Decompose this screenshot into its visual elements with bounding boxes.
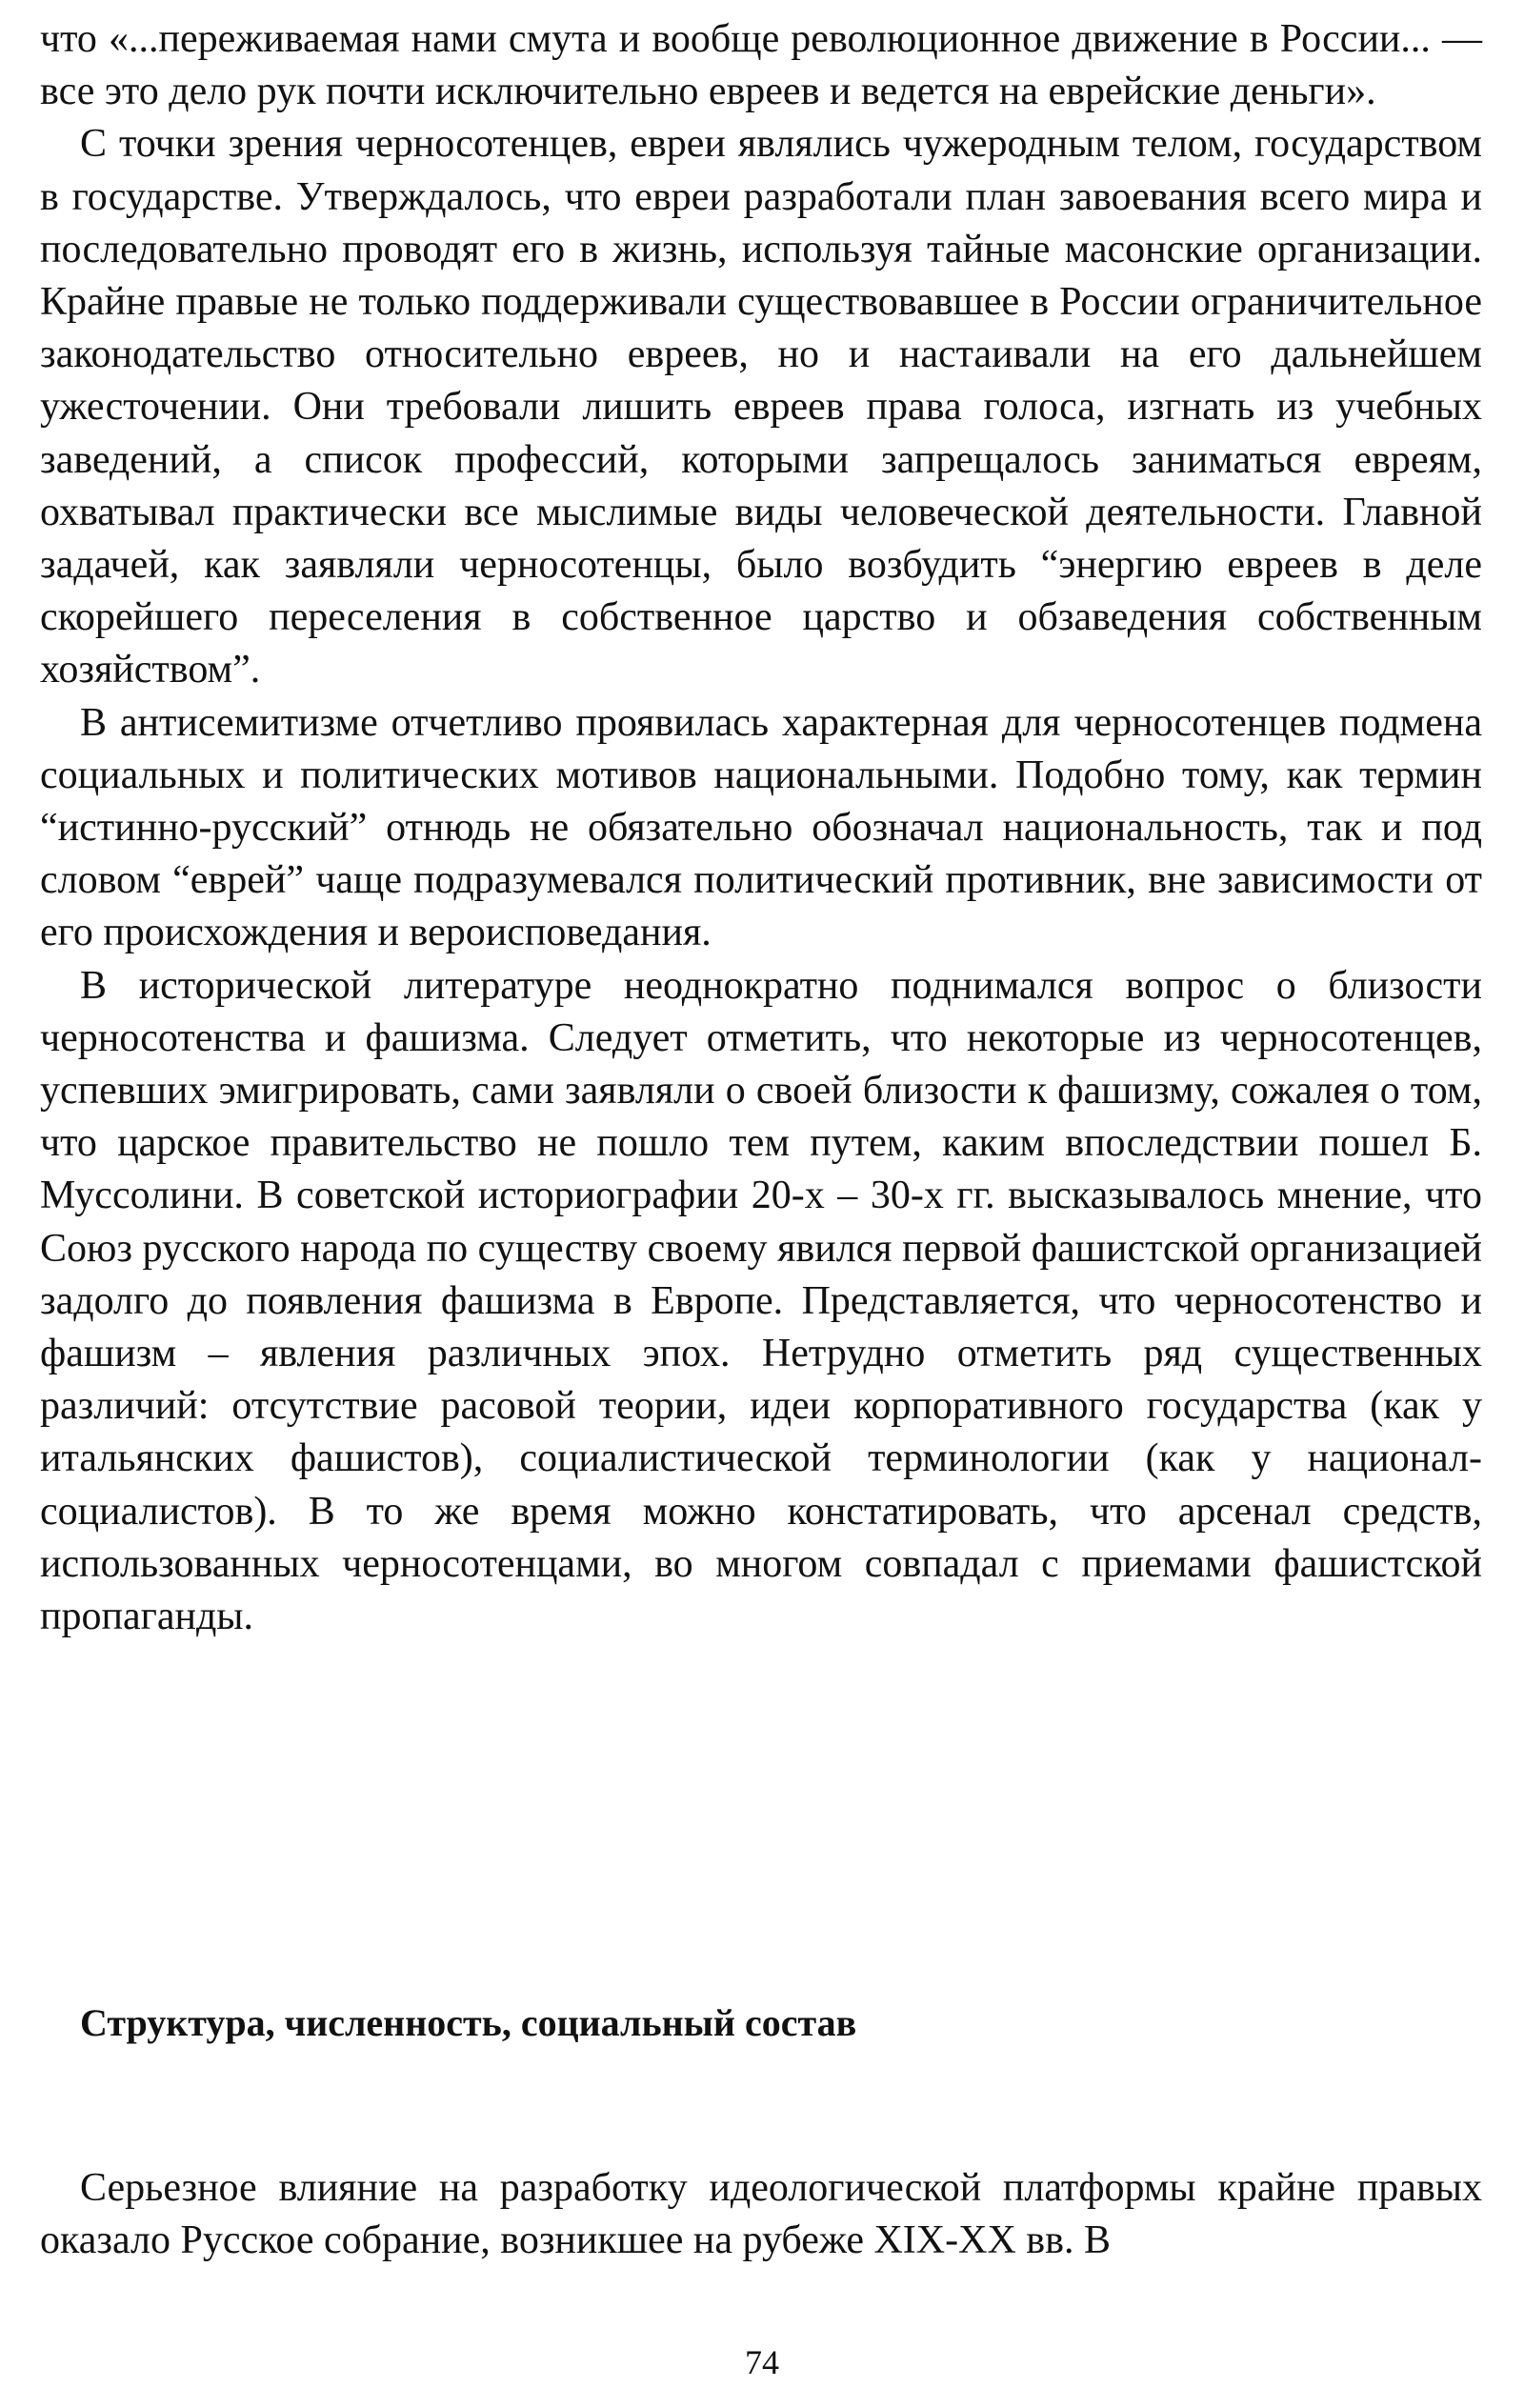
- page-number: 74: [745, 2343, 779, 2381]
- section-heading: Структура, численность, социальный состав: [80, 2001, 857, 2044]
- paragraph: В исторической литературе неоднократно поднимался вопрос о близости черносотенства и фашизма. Следует отметить, что некоторые из черносотенцев, успевших эмигрировать, сами заявляли о своей близости к фашизму, сожалея о том, что царское правительство не пошло тем путем, каким впоследствии пошел Б. Муссолини. В советской историографии 20-х – 30-х гг. высказывалось мнение, что Союз русского народа по существу своему явился первой фашистской организацией задолго до появления фашизма в Европе. Представляется, что черносотенство и фашизм – явления различных эпох. Нетрудно отметить ряд существенных различий: отсутствие расовой теории, идеи корпоративного государства (как у итальянских фашистов), социалистической терминологии (как у национал-социалистов). В то же время можно констатировать, что арсенал средств, использованных черносотенцами, во многом совпадал с приемами фашистской пропаганды.: [40, 963, 1482, 1639]
- paragraph: Серьезное влияние на разработку идеологической платформы крайне правых оказало Русское собрание, возникшее на рубеже XIX-XX вв. В: [40, 2166, 1482, 2263]
- paragraph: С точки зрения черносотенцев, евреи являлись чужеродным телом, государством в государстве. Утверждалось, что евреи разработали план завоевания всего мира и последовательно проводят его в жизнь, используя тайные масонские организации. Крайне правые не только поддерживали существовавшее в России ограничительное законодательство относительно евреев, но и настаивали на его дальнейшем ужесточении. Они требовали лишить евреев права голоса, изгнать из учебных заведений, а список профессий, которыми запрещалось заниматься евреям, охватывал практически все мыслимые виды человеческой деятельности. Главной задачей, как заявляли черносотенцы, было возбудить “энергию евреев в деле скорейшего переселения в собственное царство и обзаведения собственным хозяйством”.: [40, 122, 1482, 692]
- section-body-text: [40, 2162, 1482, 2267]
- paragraph: В антисемитизме отчетливо проявилась характерная для черносотенцев подмена социальных и политических мотивов национальными. Подобно тому, как термин “истинно-русский” отнюдь не обязательно обозначал национальность, так и под словом “еврей” чаще подразумевался политический противник, вне зависимости от его происхождения и вероисповедания.: [40, 700, 1482, 955]
- body-text: [40, 13, 1482, 1643]
- paragraph-continuation: что «...переживаемая нами смута и вообще революционное движение в России... — все это дело рук почти исключительно евреев и ведется на еврейские деньги».: [40, 17, 1482, 114]
